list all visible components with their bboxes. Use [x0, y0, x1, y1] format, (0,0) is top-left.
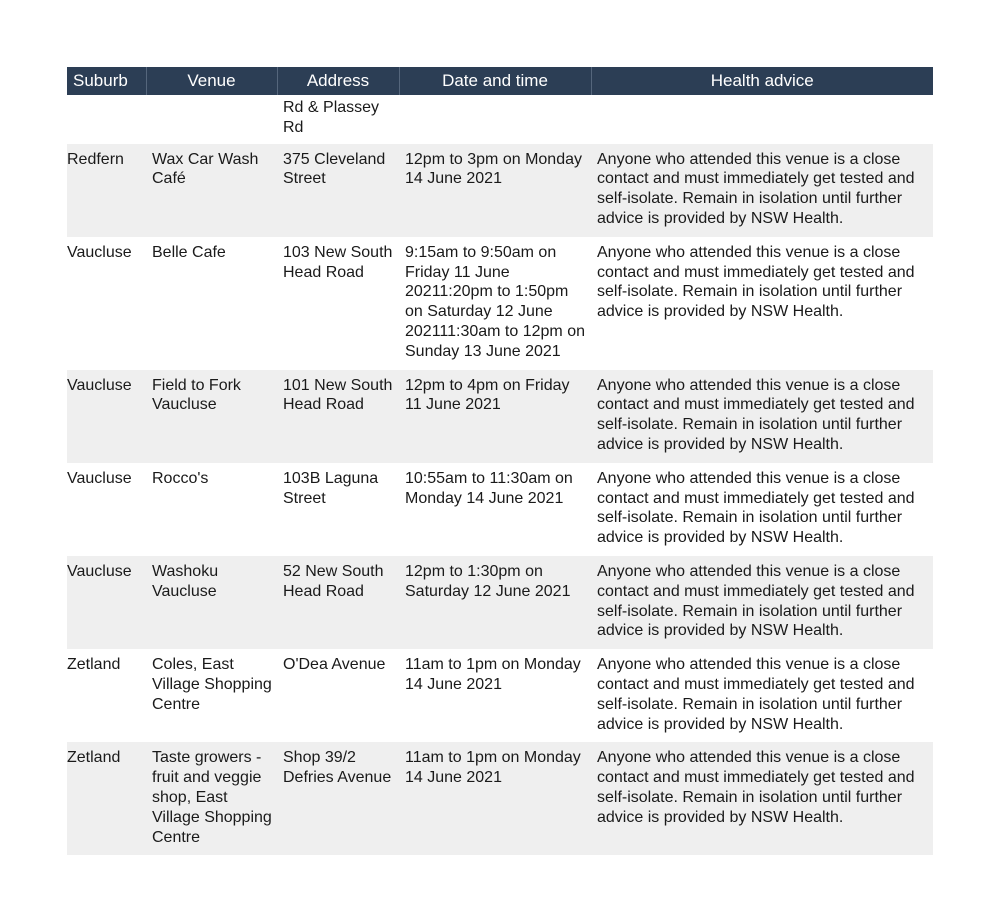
- cell-venue: Washoku Vaucluse: [146, 556, 277, 649]
- cell-venue: Field to Fork Vaucluse: [146, 370, 277, 463]
- cell-date-time: 12pm to 1:30pm on Saturday 12 June 2021: [399, 556, 591, 649]
- table-row: [67, 370, 933, 463]
- cell-date-time: 12pm to 4pm on Friday 11 June 2021: [399, 370, 591, 463]
- cell-address: 103B Laguna Street: [283, 469, 379, 507]
- table-row: [67, 649, 933, 742]
- cell-venue: Wax Car Wash Café: [146, 144, 277, 237]
- table-row: [67, 556, 933, 649]
- cell-date-time: 11am to 1pm on Monday 14 June 2021: [399, 742, 591, 855]
- cell-address: O'Dea Avenue: [283, 656, 386, 674]
- exposure-sites-table-container: [67, 67, 933, 855]
- cell-suburb: Zetland: [67, 742, 146, 855]
- cell-date-time: [399, 95, 591, 144]
- cell-suburb: Zetland: [67, 656, 121, 674]
- column-header-suburb: Suburb: [67, 67, 146, 95]
- table-row: [67, 742, 933, 855]
- table-row: [67, 237, 933, 370]
- cell-address: Rd & Plassey Rd: [283, 99, 380, 136]
- cell-suburb: Vaucluse: [67, 469, 132, 487]
- cell-health-advice: Anyone who attended this venue is a close contact and must immediately get tested and self-isolate. Remain in isolation until further advice is provided by NSW Health.: [597, 656, 915, 733]
- cell-health-advice: Anyone who attended this venue is a close contact and must immediately get tested and self-isolate. Remain in isolation until further advice is provided by NSW Health.: [591, 370, 933, 463]
- cell-suburb: Vaucluse: [67, 243, 132, 261]
- table-row: [67, 144, 933, 237]
- cell-date-time: 11am to 1pm on Monday 14 June 2021: [405, 656, 581, 693]
- column-header-address: Address: [277, 67, 399, 95]
- cell-venue: Coles, East Village Shopping Centre: [152, 656, 272, 713]
- cell-health-advice: Anyone who attended this venue is a close contact and must immediately get tested and self-isolate. Remain in isolation until further advice is provided by NSW Health.: [591, 556, 933, 649]
- cell-venue: Taste growers - fruit and veggie shop, East Village Shopping Centre: [146, 742, 277, 855]
- cell-venue: [146, 95, 277, 144]
- table-row: [67, 463, 933, 556]
- cell-venue: Rocco's: [152, 469, 209, 487]
- table-row: [67, 95, 933, 144]
- column-header-venue: Venue: [146, 67, 277, 95]
- table-header-row: [67, 67, 933, 95]
- cell-health-advice: Anyone who attended this venue is a close contact and must immediately get tested and self-isolate. Remain in isolation until further advice is provided by NSW Health.: [591, 742, 933, 855]
- cell-address: 101 New South Head Road: [277, 370, 399, 463]
- cell-address: 375 Cleveland Street: [277, 144, 399, 237]
- cell-suburb: Vaucluse: [67, 370, 146, 463]
- column-header-date-time: Date and time: [399, 67, 591, 95]
- cell-suburb: Redfern: [67, 144, 146, 237]
- cell-venue: Belle Cafe: [152, 243, 226, 261]
- cell-health-advice: Anyone who attended this venue is a close contact and must immediately get tested and self-isolate. Remain in isolation until further advice is provided by NSW Health.: [591, 144, 933, 237]
- cell-health-advice: Anyone who attended this venue is a close contact and must immediately get tested and self-isolate. Remain in isolation until further advice is provided by NSW Health.: [597, 243, 915, 321]
- column-header-health-advice: Health advice: [591, 67, 933, 95]
- cell-address: 103 New South Head Road: [283, 243, 393, 281]
- cell-date-time: 12pm to 3pm on Monday 14 June 2021: [399, 144, 591, 237]
- cell-address: Shop 39/2 Defries Avenue: [277, 742, 399, 855]
- cell-date-time: 10:55am to 11:30am on Monday 14 June 2021: [405, 469, 573, 507]
- cell-health-advice: [591, 95, 933, 144]
- exposure-sites-table: [67, 67, 933, 855]
- cell-suburb: Vaucluse: [67, 556, 146, 649]
- cell-health-advice: Anyone who attended this venue is a close contact and must immediately get tested and self-isolate. Remain in isolation until further advice is provided by NSW Health.: [597, 469, 915, 547]
- cell-address: 52 New South Head Road: [277, 556, 399, 649]
- cell-date-time: 9:15am to 9:50am on Friday 11 June 20211:20pm to 1:50pm on Saturday 12 June 202111:30am to 12pm on Sunday 13 June 2021: [405, 243, 585, 360]
- cell-suburb: [67, 95, 146, 144]
